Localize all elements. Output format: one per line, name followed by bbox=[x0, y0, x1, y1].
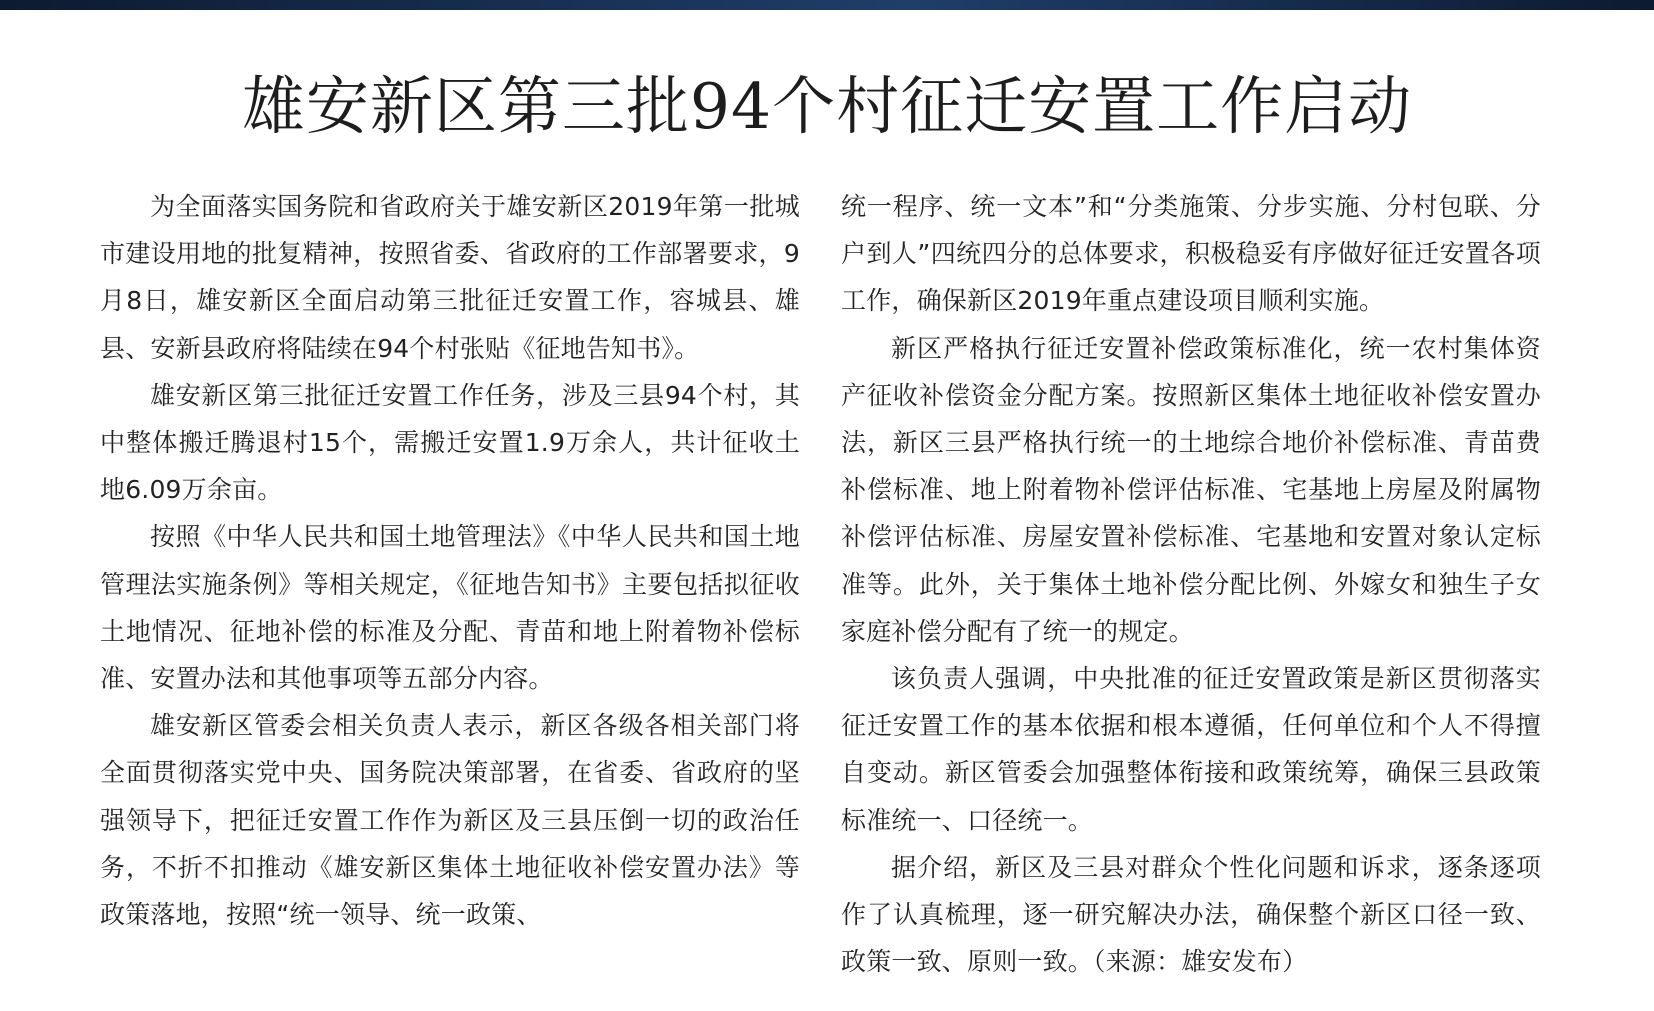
paragraph-continued: 统一程序、统一文本”和“分类施策、分步实施、分村包联、分户到人”四统四分的总体要求，积极稳妥有序做好征迁安置各项工作，确保新区2019年重点建设项目顺利实施。 bbox=[841, 192, 1541, 316]
article-column-left bbox=[100, 183, 800, 938]
article-column-right bbox=[841, 183, 1541, 985]
paragraph: 新区严格执行征迁安置补偿政策标准化，统一农村集体资产征收补偿资金分配方案。按照新区集体土地征收补偿安置办法，新区三县严格执行统一的土地综合地价补偿标准、青苗费补偿标准、地上附着物补偿评估标准、宅基地上房屋及附属物补偿评估标准、房屋安置补偿标准、宅基地和安置对象认定标准等。此外，关于集体土地补偿分配比例、外嫁女和独生子女家庭补偿分配有了统一的规定。 bbox=[841, 333, 1541, 646]
paragraph: 按照《中华人民共和国土地管理法》《中华人民共和国土地管理法实施条例》等相关规定，《征地告知书》主要包括拟征收土地情况、征地补偿的标准及分配、青苗和地上附着物补偿标准、安置办法和其他事项等五部分内容。 bbox=[100, 522, 800, 694]
paragraph: 据介绍，新区及三县对群众个性化问题和诉求，逐条逐项作了认真梳理，逐一研究解决办法，确保整个新区口径一致、政策一致、原则一致。（来源：雄安发布） bbox=[841, 852, 1541, 977]
top-color-band bbox=[0, 0, 1654, 10]
article-title: 雄安新区第三批94个村征迁安置工作启动 bbox=[241, 70, 1413, 143]
paragraph: 该负责人强调，中央批准的征迁安置政策是新区贯彻落实征迁安置工作的基本依据和根本遵循，任何单位和个人不得擅自变动。新区管委会加强整体衔接和政策统筹，确保三县政策标准统一、口径统一。 bbox=[841, 664, 1541, 835]
paragraph: 为全面落实国务院和省政府关于雄安新区2019年第一批城市建设用地的批复精神，按照省委、省政府的工作部署要求，9月8日，雄安新区全面启动第三批征迁安置工作，容城县、雄县、安新县政府将陆续在94个村张贴《征地告知书》。 bbox=[100, 192, 800, 363]
paragraph: 雄安新区第三批征迁安置工作任务，涉及三县94个村，其中整体搬迁腾退村15个，需搬迁安置1.9万余人，共计征收土地6.09万余亩。 bbox=[100, 380, 800, 505]
paragraph: 雄安新区管委会相关负责人表示，新区各级各相关部门将全面贯彻落实党中央、国务院决策部署，在省委、省政府的坚强领导下，把征迁安置工作作为新区及三县压倒一切的政治任务，不折不扣推动《雄安新区集体土地征收补偿安置办法》等政策落地，按照“统一领导、统一政策、 bbox=[100, 711, 800, 930]
